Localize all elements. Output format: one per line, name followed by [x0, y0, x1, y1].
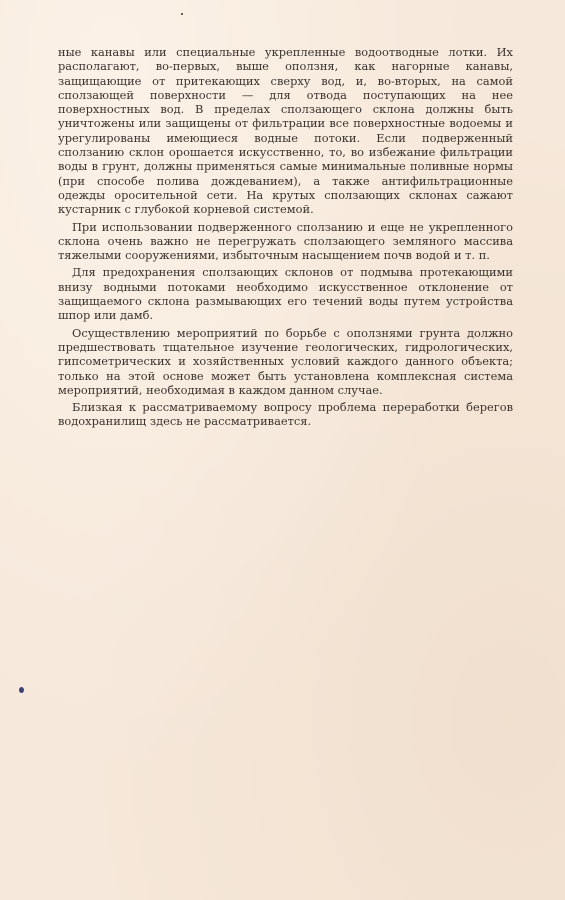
paragraph-4: Осуществлению мероприятий по борьбе с оползнями грунта должно предшествовать тщательное изучение геологических, гидрологических, гипсометрических и хозяйственных условий каждого данного объекта; только на этой основе может быть установлена комплексная система мероприятий, необходимая в каждом данном случае.	[58, 325, 513, 397]
paragraph-2: При использовании подверженного сползанию и еще не укрепленного склона очень важно не перегружать сползающего земляного массива тяжелыми сооружениями, избыточным насыщением почв водой и т. п.	[58, 219, 513, 263]
paragraph-3: Для предохранения сползающих склонов от подмыва протекающими внизу водными потоками необходимо искусственное отклонение от защищаемого склона размывающих его течений воды путем устройства шпор или дамб.	[58, 265, 513, 323]
ink-speck	[181, 13, 183, 15]
ink-dot	[19, 687, 24, 693]
paragraph-5: Близкая к рассматриваемому вопросу проблема переработки берегов водохранилищ здесь не рассматривается.	[58, 400, 513, 429]
body-text	[58, 45, 513, 432]
paragraph-1: ные канавы или специальные укрепленные водоотводные лотки. Их располагают, во-первых, выше оползня, как нагорные канавы, защищающие от притекающих сверху вод, и, во-вторых, на самой сползающей поверхности — для отвода поступающих на нее поверхностных вод. В пределах сползающего склона должны быть уничтожены или защищены от фильтрации все поверхностные водоемы и урегулированы имеющиеся водные потоки. Если подверженный сползанию склон орошается искусственно, то, во избежание фильтрации воды в грунт, должны применяться самые минимальные поливные нормы (при способе полива дождеванием), а также антифильтрационные одежды оросительной сети. На крутых сползающих склонах сажают кустарник с глубокой корневой системой.	[58, 45, 513, 217]
